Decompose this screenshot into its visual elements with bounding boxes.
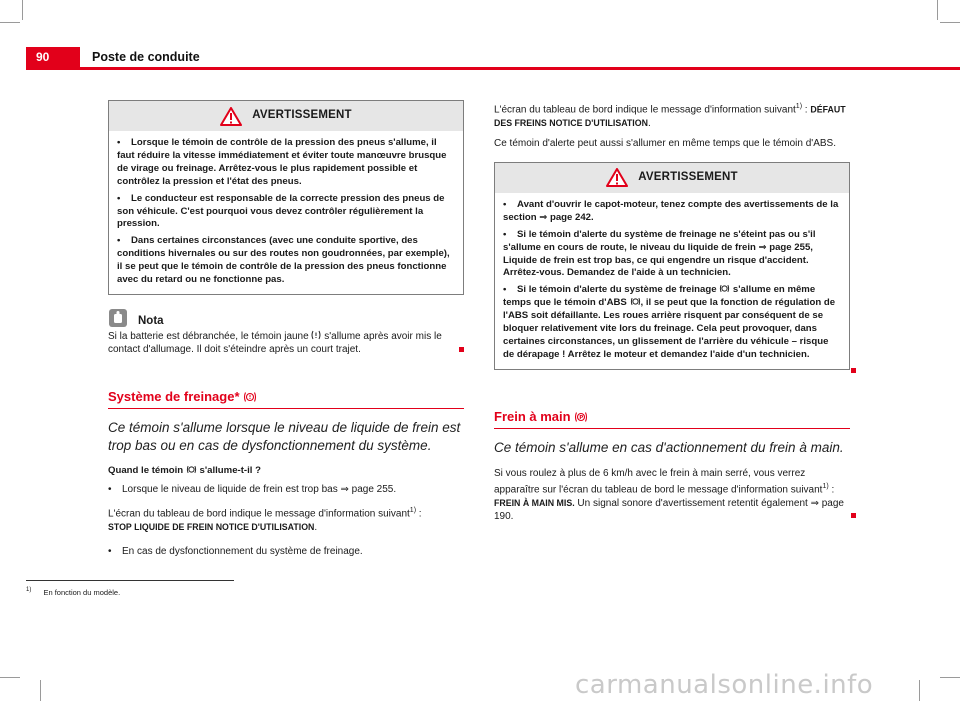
warning-item: • Si le témoin d'alerte du système de freinage s'allume en même temps que le témoin d'ABS , il se peut que la fonction de régulation de l'ABS soit défaillante. Les roues arrière risquent par conséquent de se bloquer relativement vite lors du freinage. Cela peut provoquer, dans certaines circonstances, un glissement de l'arrière du véhicule – risque de dérapage ! Arrêtez le moteur et demandez l'aide d'un technicien. bbox=[503, 284, 836, 360]
brake-section bbox=[108, 390, 464, 559]
svg-text:P: P bbox=[579, 415, 584, 422]
warning-box-header bbox=[109, 101, 463, 131]
section-lead: Ce témoin s'allume lorsque le niveau de liquide de frein est trop bas ou en cas de dysfonctionnement du système. bbox=[108, 419, 461, 453]
warning-box-title: AVERTISSEMENT bbox=[252, 109, 352, 122]
crop-mark bbox=[22, 0, 23, 20]
note-text: Si la batterie est débranchée, le témoin jaune s'allume après avoir mis le contact d'allumage. Il doit s'éteindre après un court trajet. bbox=[108, 330, 464, 356]
end-marker bbox=[851, 368, 856, 373]
page-title: Poste de conduite bbox=[92, 50, 200, 64]
warning-triangle-icon bbox=[220, 107, 242, 126]
warning-triangle-icon bbox=[606, 168, 628, 187]
warning-item: • Dans certaines circonstances (avec une conduite sportive, des conditions hivernales ou sur des routes non goudronnées, par exemple), il se peut que le témoin de contrôle de la pression des pneus fonctionne avec du retard ou ne fonctionne pas. bbox=[117, 235, 450, 286]
warning-item: • Si le témoin d'alerte du système de freinage ne s'éteint pas ou s'il s'allume en cours de route, le niveau du liquide de frein ⇒ page 255, Liquide de frein est trop bas, ce qui engendre un risque d'accident. Arrêtez-vous. Demandez de l'aide à un technicien. bbox=[503, 228, 816, 279]
section-lead: Ce témoin s'allume en cas d'actionnement du frein à main. bbox=[494, 440, 844, 456]
warning-box-brakes bbox=[494, 162, 850, 370]
paragraph: Ce témoin d'alerte peut aussi s'allumer en même temps que le témoin d'ABS. bbox=[494, 137, 837, 149]
crop-mark bbox=[919, 680, 920, 701]
crop-mark bbox=[940, 22, 960, 23]
warning-item: • Lorsque le témoin de contrôle de la pression des pneus s'allume, il faut réduire la vitesse immédiatement et éviter toute manœuvre brusque de virage ou freinage. Arrêtez-vous le plus rapidement possible et contrôlez la pression et l'état des pneus. bbox=[117, 137, 447, 187]
right-column bbox=[494, 100, 850, 523]
warning-box-body bbox=[495, 193, 849, 369]
left-column bbox=[108, 100, 464, 558]
warning-box-tire-pressure bbox=[108, 100, 464, 295]
note-title: Nota bbox=[138, 314, 164, 327]
footnote-rule bbox=[26, 580, 234, 581]
end-marker bbox=[851, 513, 856, 518]
note-block bbox=[108, 307, 464, 357]
footnote: $^{1)}$ En fonction du modèle. bbox=[26, 587, 121, 597]
paragraph: L'écran du tableau de bord indique le message d'information suivant$^{1)}$ : STOP LIQUIDE DE FREIN NOTICE D'UTILISATION. bbox=[108, 507, 422, 533]
handbrake-section bbox=[494, 410, 850, 523]
section-title-brakes: Système de freinage* bbox=[108, 390, 464, 403]
brake-warning-icon bbox=[719, 284, 730, 293]
abs-warning-icon bbox=[630, 297, 641, 306]
warning-item: • Avant d'ouvrir le capot-moteur, tenez compte des avertissements de la section ⇒ page 242. bbox=[503, 198, 839, 223]
page-number: 90 bbox=[26, 47, 80, 67]
paragraph: L'écran du tableau de bord indique le message d'information suivant$^{1)}$ : DÉFAUT DES FREINS NOTICE D'UTILISATION. bbox=[494, 103, 846, 129]
crop-mark bbox=[0, 22, 20, 23]
section-title-handbrake: Frein à main P bbox=[494, 410, 850, 423]
section-rule bbox=[108, 408, 464, 409]
crop-mark bbox=[940, 677, 960, 678]
warning-box-title: AVERTISSEMENT bbox=[638, 171, 738, 184]
handbrake-icon bbox=[574, 411, 588, 423]
warning-item: • Le conducteur est responsable de la correcte pression des pneus de son véhicule. C'est pourquoi vous devez contrôler régulièrement la pression. bbox=[117, 192, 445, 230]
watermark: carmanualsonline.info bbox=[575, 670, 874, 700]
crop-mark bbox=[0, 677, 20, 678]
subheading: Quand le témoin s'allume-t-il ? bbox=[108, 464, 261, 476]
section-rule bbox=[494, 428, 850, 429]
warning-box-header bbox=[495, 163, 849, 193]
bullet-item: • En cas de dysfonctionnement du système de freinage. bbox=[108, 545, 363, 557]
brake-warning-icon bbox=[186, 465, 197, 474]
paragraph: Si vous roulez à plus de 6 km/h avec le frein à main serré, vous verrez apparaître sur l'écran du tableau de bord le message d'information suivant$^{1)}$ : FREIN À MAIN MIS. Un signal sonore d'avertissement retentit également ⇒ page 190. bbox=[494, 468, 844, 522]
header-rule bbox=[26, 67, 960, 70]
info-message: STOP LIQUIDE DE FREIN NOTICE D'UTILISATION bbox=[108, 521, 315, 532]
info-message: DÉFAUT DES FREINS NOTICE D'UTILISATION bbox=[494, 104, 846, 128]
warning-box-body bbox=[109, 131, 463, 294]
brake-warning-icon bbox=[243, 391, 257, 403]
info-hand-icon bbox=[108, 308, 128, 328]
end-marker bbox=[459, 347, 464, 352]
tire-pressure-icon bbox=[311, 330, 321, 340]
crop-mark bbox=[937, 0, 938, 20]
crop-mark bbox=[40, 680, 41, 701]
bullet-item: • Lorsque le niveau de liquide de frein est trop bas ⇒ page 255. bbox=[108, 483, 397, 495]
info-message: FREIN À MAIN MIS. bbox=[494, 497, 575, 508]
